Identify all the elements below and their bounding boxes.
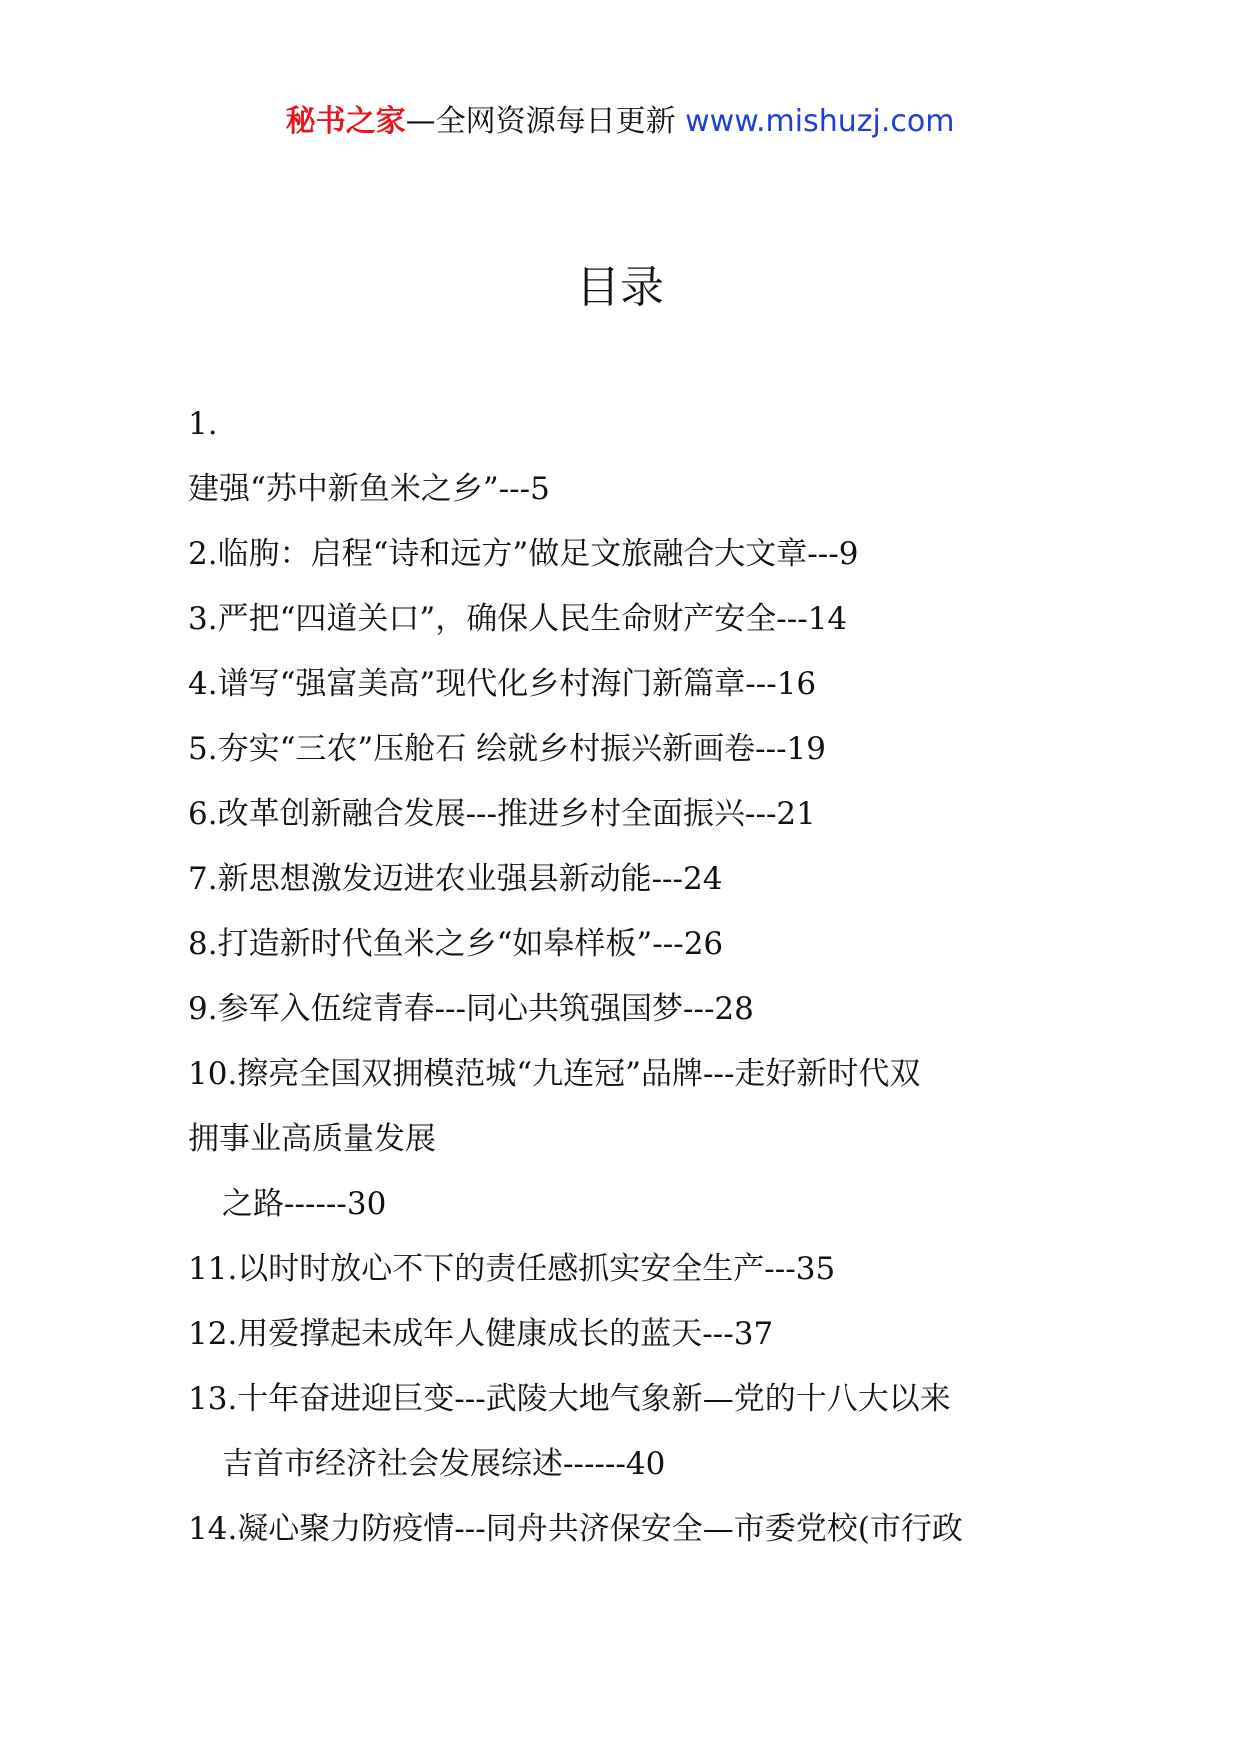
table-of-contents bbox=[188, 392, 1088, 1562]
site-header bbox=[0, 100, 1240, 144]
toc-line: 11.以时时放心不下的责任感抓实安全生产---35 bbox=[188, 1251, 836, 1287]
toc-line: 6.改革创新融合发展---推进乡村全面振兴---21 bbox=[188, 796, 816, 832]
toc-line: 8.打造新时代鱼米之乡“如皋样板”---26 bbox=[188, 926, 724, 962]
toc-line: 建强“苏中新鱼米之乡”---5 bbox=[188, 471, 550, 507]
toc-line: 吉首市经济社会发展综述------40 bbox=[222, 1446, 666, 1482]
toc-line: 7.新思想激发迈进农业强县新动能---24 bbox=[188, 861, 723, 897]
toc-line: 3.严把“四道关口”，确保人民生命财产安全---14 bbox=[188, 601, 848, 637]
site-brand: 秘书之家 bbox=[285, 104, 406, 139]
toc-line: 9.参军入伍绽青春---同心共筑强国梦---28 bbox=[188, 991, 754, 1027]
site-url-link[interactable]: www.mishuzj.com bbox=[685, 104, 955, 139]
toc-line: 拥事业高质量发展 bbox=[188, 1121, 436, 1157]
toc-line: 4.谱写“强富美高”现代化乡村海门新篇章---16 bbox=[188, 666, 817, 702]
toc-line: 2.临朐：启程“诗和远方”做足文旅融合大文章---9 bbox=[188, 536, 859, 572]
page-title: 目录 bbox=[576, 262, 664, 313]
toc-line: 14.凝心聚力防疫情---同舟共济保安全—市委党校(市行政 bbox=[188, 1511, 963, 1547]
toc-line: 13.十年奋进迎巨变---武陵大地气象新—党的十八大以来 bbox=[188, 1381, 951, 1417]
toc-line: 10.擦亮全国双拥模范城“九连冠”品牌---走好新时代双 bbox=[188, 1056, 921, 1092]
toc-line: 之路------30 bbox=[222, 1186, 387, 1222]
toc-line: 1. bbox=[188, 406, 218, 442]
toc-line: 12.用爱撑起未成年人健康成长的蓝天---37 bbox=[188, 1316, 774, 1352]
toc-line: 5.夯实“三农”压舱石 绘就乡村振兴新画卷---19 bbox=[188, 731, 826, 767]
site-slogan: —全网资源每日更新 bbox=[405, 104, 686, 139]
